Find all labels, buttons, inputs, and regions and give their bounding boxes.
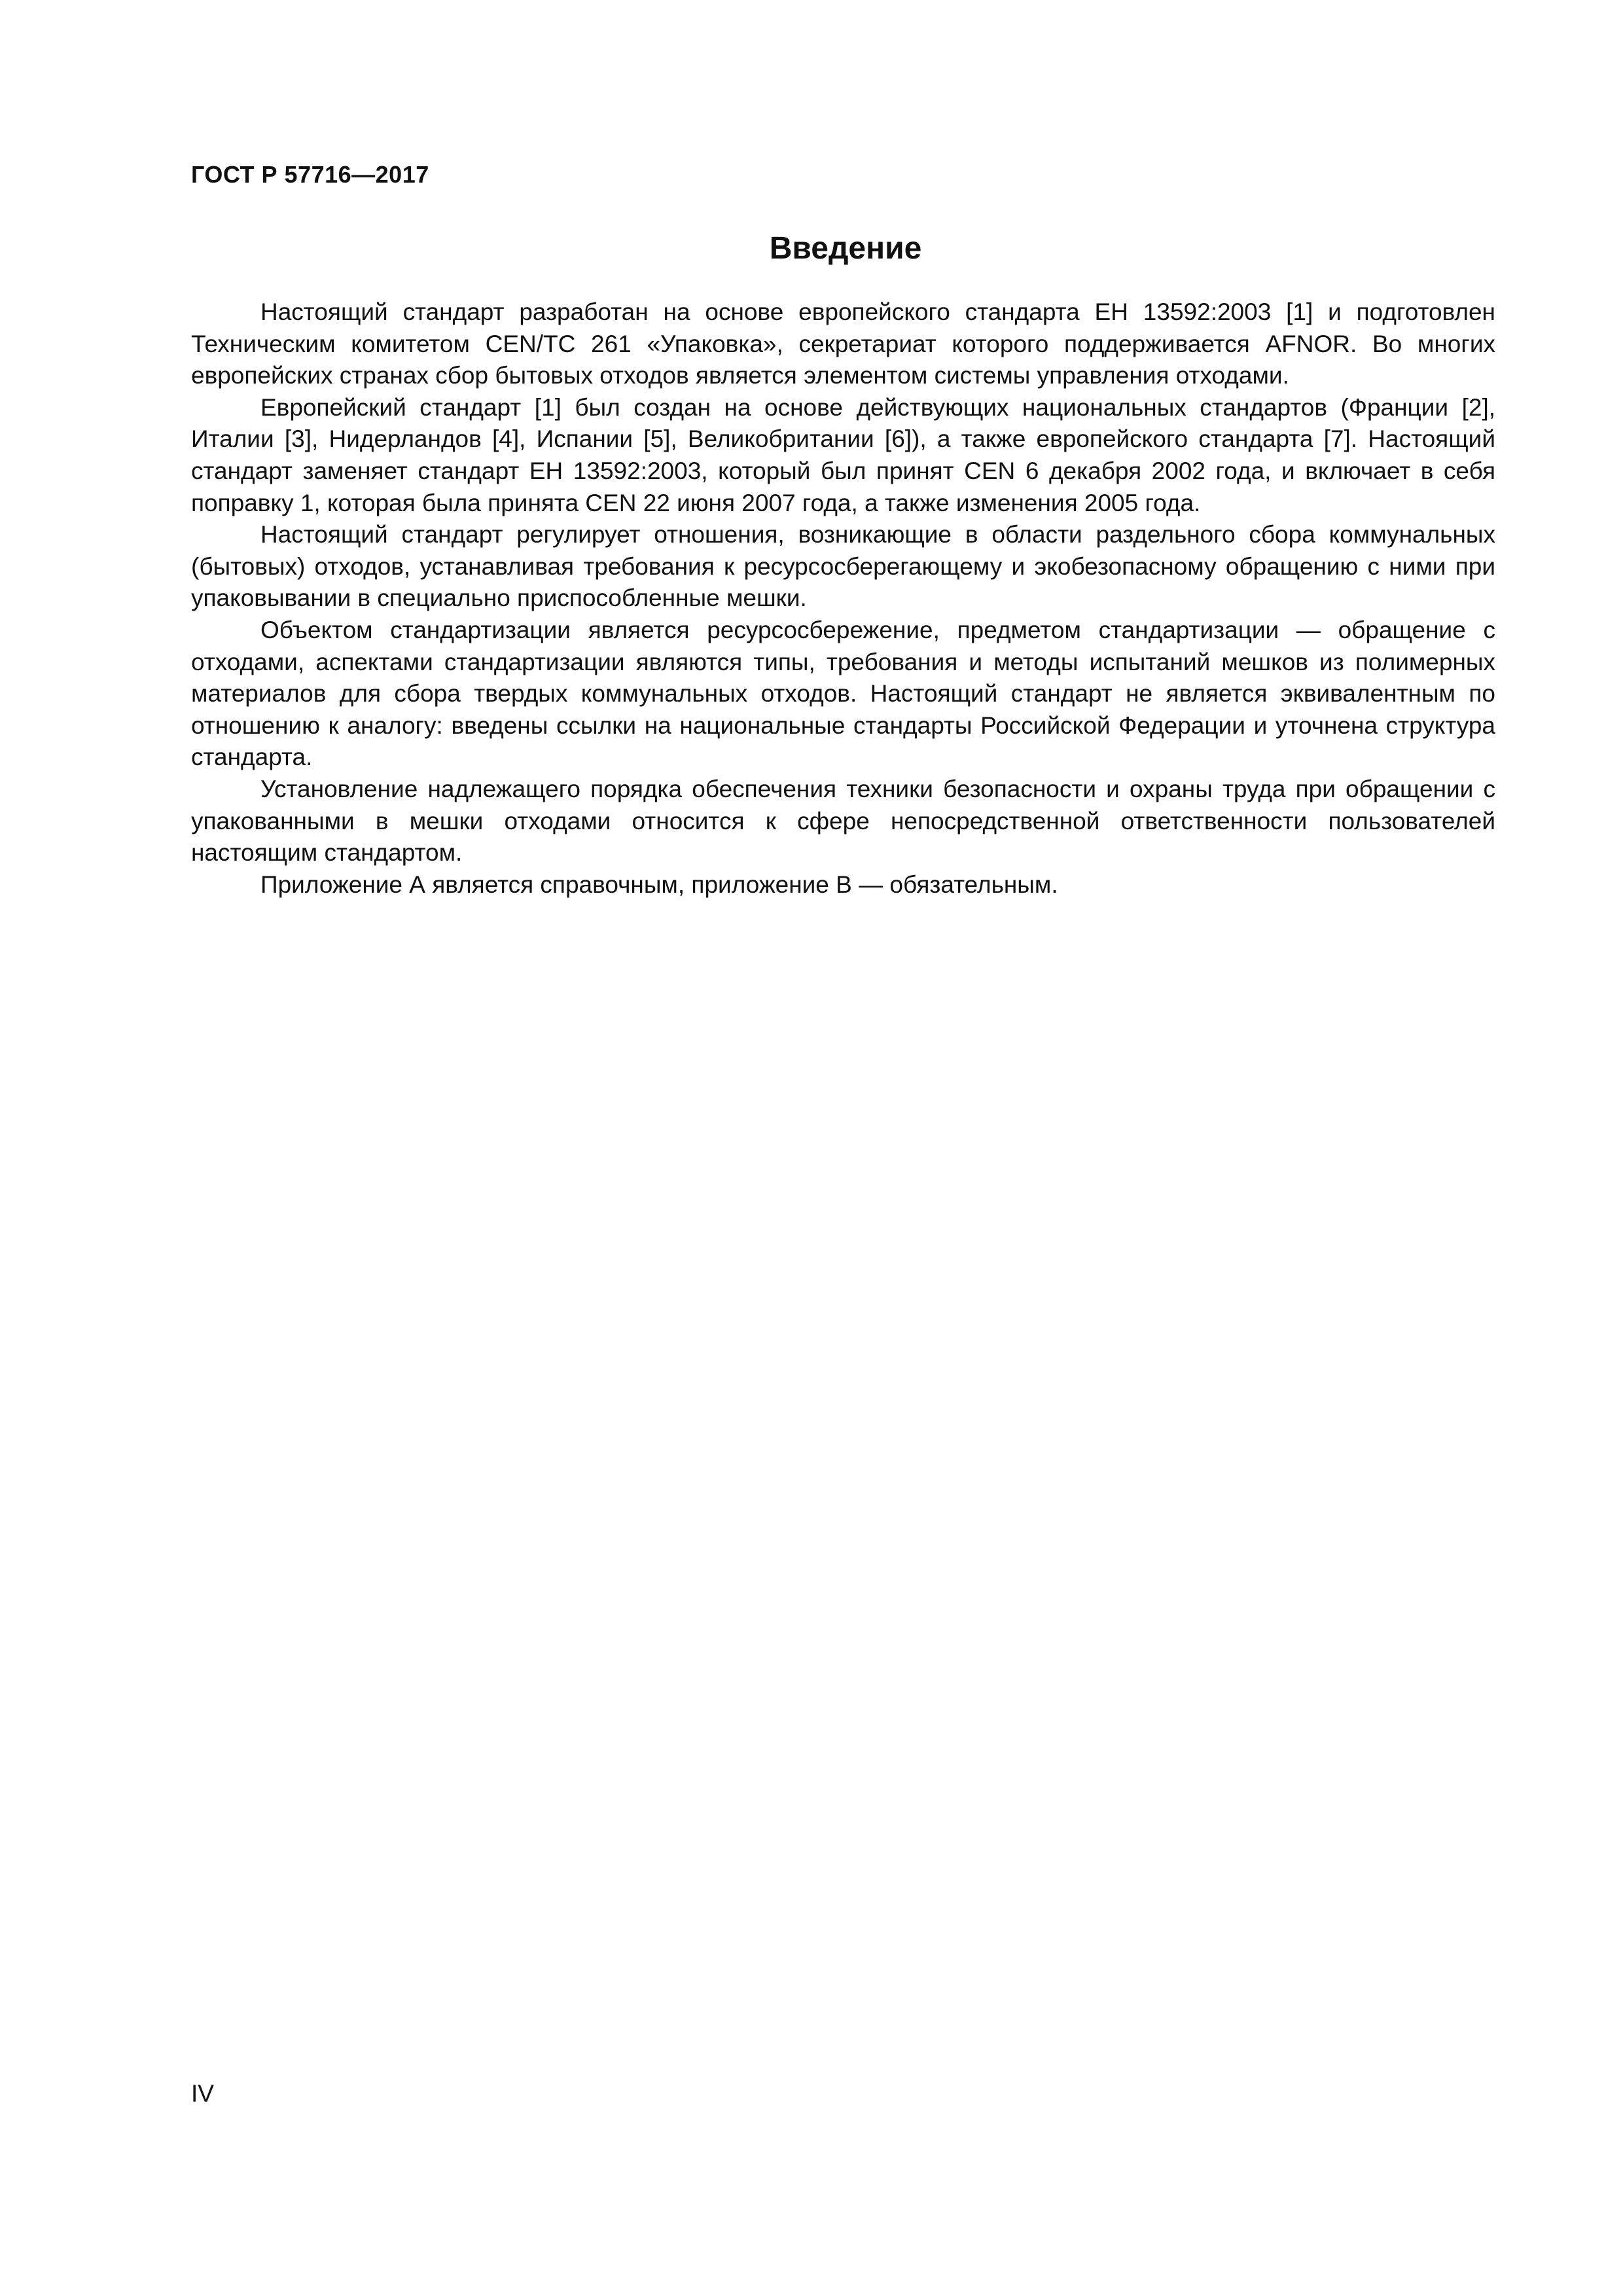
paragraph-5: Установление надлежащего порядка обеспечения техники безопасности и охраны труда при обращении с упакованными в мешки отходами относится к сфере непосредственной ответственности пользователей настоящим стандартом. <box>191 775 1495 867</box>
paragraph-1: Настоящий стандарт разработан на основе европейского стандарта ЕН 13592:2003 [1] и подготовлен Техническим комитетом CEN/TC 261 «Упаковка», секретариат которого поддерживается AFNOR. Во многих европейских странах сбор бытовых отходов является элементом системы управления отходами. <box>191 298 1495 389</box>
section-title: Введение <box>769 231 922 266</box>
paragraph-4: Объектом стандартизации является ресурсосбережение, предметом стандартизации — обращение с отходами, аспектами стандартизации являются типы, требования и методы испытаний мешков из полимерных материалов для сбора твердых коммунальных отходов. Настоящий стандарт не является эквивалентным по отношению к аналогу: введены ссылки на национальные стандарты Российской Федерации и уточнена структура стандарта. <box>191 616 1495 771</box>
paragraph-3: Настоящий стандарт регулирует отношения, возникающие в области раздельного сбора коммунальных (бытовых) отходов, устанавливая требования к ресурсосберегающему и экобезопасному обращению с ними при упаковывании в специально приспособленные мешки. <box>191 521 1495 612</box>
paragraph-6: Приложение А является справочным, приложение В — обязательным. <box>260 870 1058 898</box>
paragraph-2: Европейский стандарт [1] был создан на основе действующих национальных стандартов (Франции [2], Италии [3], Нидерландов [4], Испании [5], Великобритании [6]), а также европейского стандарта [7]. Настоящий стандарт заменяет стандарт ЕН 13592:2003, который был принят CEN 6 декабря 2002 года, и включает в себя поправку 1, которая была принята CEN 22 июня 2007 года, а также изменения 2005 года. <box>191 393 1495 516</box>
introduction-body <box>191 296 1495 901</box>
document-code: ГОСТ Р 57716—2017 <box>191 161 429 188</box>
page-number: IV <box>191 2080 214 2107</box>
